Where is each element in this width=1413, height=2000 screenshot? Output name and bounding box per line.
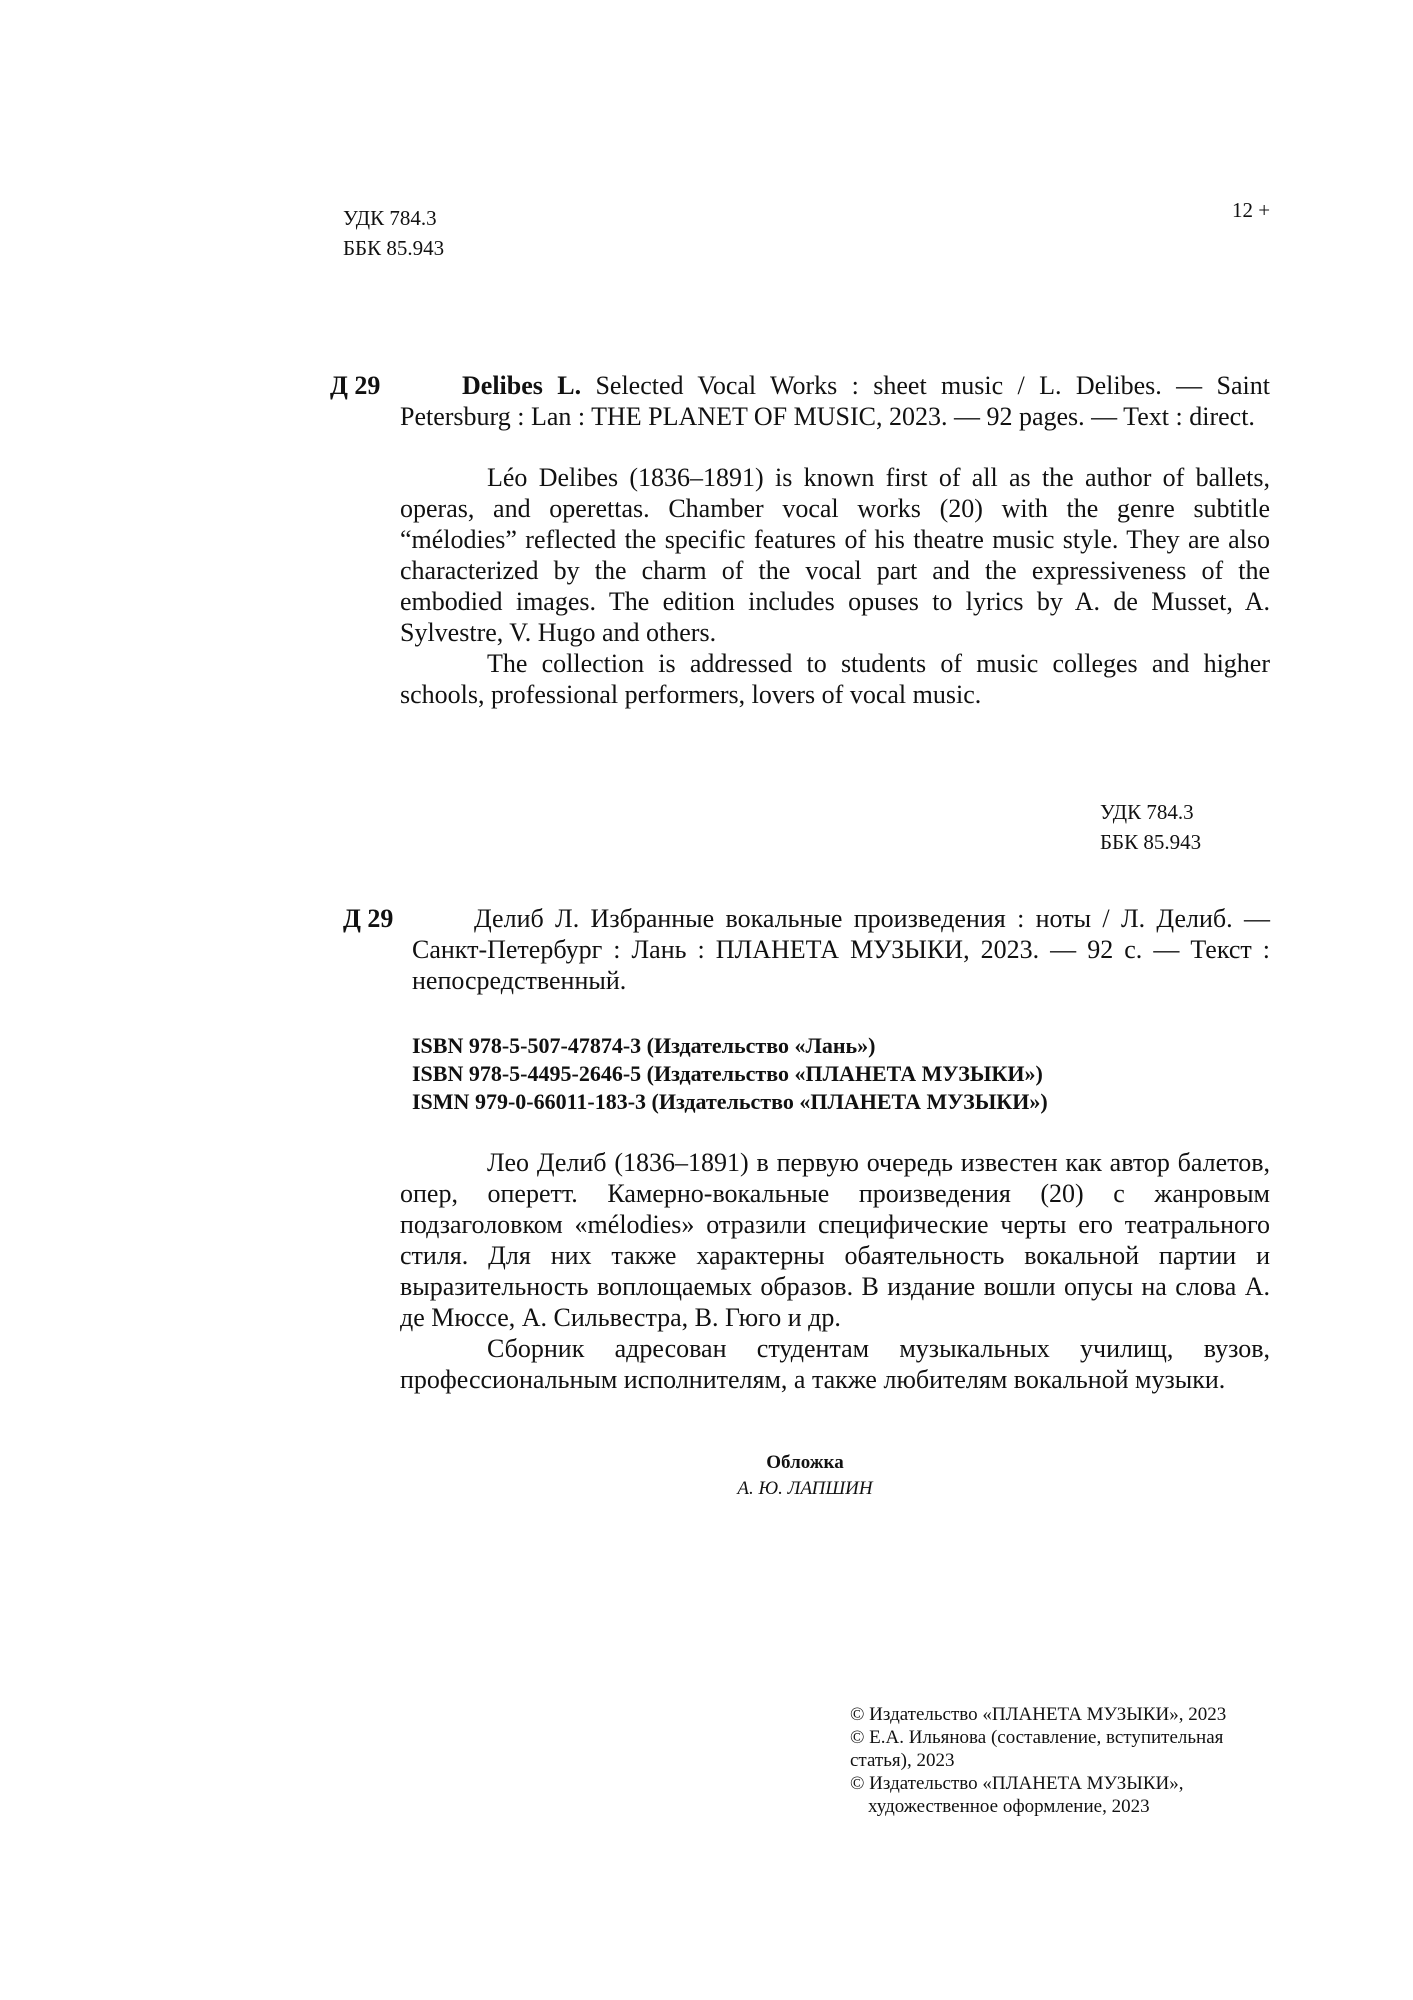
copyright-design: © Издательство «ПЛАНЕТА МУЗЫКИ», художественное оформление, 2023: [850, 1773, 1184, 1817]
copyright-block: [850, 1703, 1265, 1818]
udk-code-ru: УДК 784.3: [1100, 800, 1194, 824]
cover-artist: А. Ю. ЛАПШИН: [737, 1478, 873, 1499]
isbn-block: [412, 1032, 1048, 1116]
ismn-planet: ISMN 979-0-66011-183-3 (Издательство «ПЛАНЕТА МУЗЫКИ»): [412, 1089, 1048, 1114]
russian-citation: Делиб Л. Избранные вокальные произведения : ноты / Л. Делиб. — Санкт-Петербург : Лань : ПЛАНЕТА МУЗЫКИ, 2023. — 92 с. — Текст : непосредственный.: [412, 904, 1270, 995]
bbk-code: ББК 85.943: [343, 236, 445, 260]
english-shelf-code: Д 29: [330, 371, 381, 400]
age-rating: 12 +: [1232, 198, 1271, 222]
english-abstract-2: The collection is addressed to students of music colleges and higher schools, professional performers, lovers of vocal music.: [400, 649, 1270, 709]
udk-code: УДК 784.3: [343, 206, 437, 230]
cover-label: Обложка: [766, 1452, 844, 1473]
russian-shelf-code: Д 29: [343, 904, 394, 933]
russian-abstract-2: Сборник адресован студентам музыкальных училищ, вузов, профессиональным исполнителям, а также любителям вокальной музыки.: [400, 1334, 1270, 1394]
cover-credit: [600, 1450, 1010, 1502]
isbn-lan: ISBN 978-5-507-47874-3 (Издательство «Лань»): [412, 1033, 876, 1058]
russian-abstract: [400, 1147, 1270, 1395]
bbk-code-ru: ББК 85.943: [1100, 830, 1202, 854]
english-abstract-1: Léo Delibes (1836–1891) is known first of all as the author of ballets, operas, and operettas. Chamber vocal works (20) with the genre subtitle “mélodies” reflected the specific features of his theatre music style. They are also characterized by the charm of the vocal part and the expressiveness of the embodied images. The edition includes opuses to lyrics by A. de Musset, A. Sylvestre, V. Hugo and others.: [400, 463, 1270, 647]
russian-record: [412, 903, 1270, 996]
english-author: Delibes L.: [462, 371, 582, 400]
english-record: [400, 370, 1270, 710]
top-classification-codes: [343, 203, 444, 263]
russian-abstract-1: Лео Делиб (1836–1891) в первую очередь известен как автор балетов, опер, оперетт. Камерно-вокальные произведения (20) с жанровым подзаголовком «mélodies» отразили специфические черты его театрального стиля. Для них также характерны обаятельность вокальной партии и выразительность воплощаемых образов. В издание вошли опусы на слова А. де Мюссе, А. Сильвестра, В. Гюго и др.: [400, 1148, 1270, 1332]
english-citation: [400, 370, 1270, 432]
copyright-publisher: © Издательство «ПЛАНЕТА МУЗЫКИ», 2023: [850, 1704, 1227, 1725]
english-citation-text: Selected Vocal Works : sheet music / L. Delibes. — Saint Petersburg : Lan : THE PLANET OF MUSIC, 2023. — 92 pages. — Text : direct.: [400, 371, 1270, 431]
mid-classification-codes: [1100, 797, 1201, 857]
isbn-planet: ISBN 978-5-4495-2646-5 (Издательство «ПЛАНЕТА МУЗЫКИ»): [412, 1061, 1043, 1086]
copyright-compiler: © Е.А. Ильянова (составление, вступительная статья), 2023: [850, 1727, 1224, 1771]
